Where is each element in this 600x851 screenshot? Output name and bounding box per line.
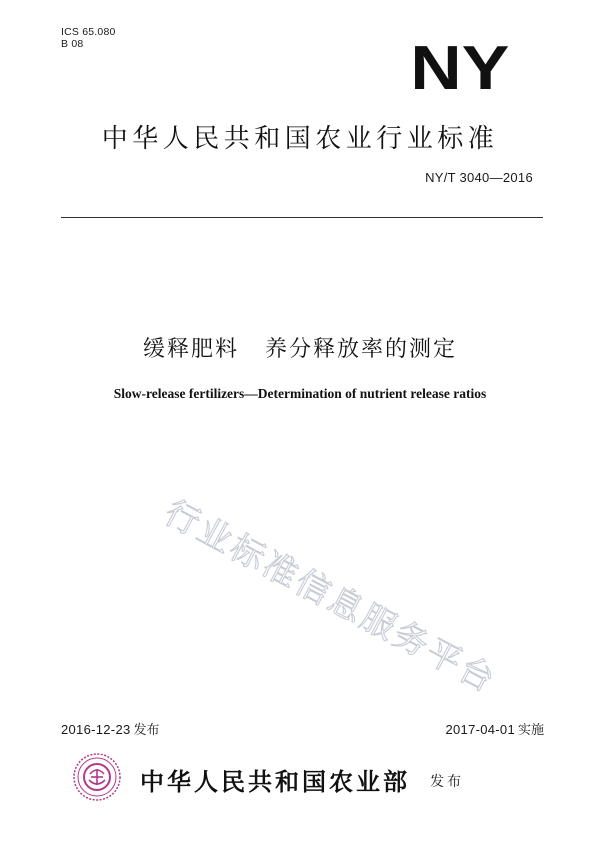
implementation-date <box>445 719 544 738</box>
header-divider <box>61 217 543 218</box>
issuing-authority: 中华人民共和国农业部 <box>140 768 410 796</box>
classification-codes <box>61 26 116 50</box>
ccs-code: B 08 <box>61 38 84 50</box>
standard-prefix: NY/T <box>425 170 456 185</box>
implementation-date-label: 实施 <box>517 723 544 738</box>
page-title: 中华人民共和国农业行业标准 <box>101 124 499 154</box>
document-title-en: Slow-release fertilizers—Determination of nutrient release ratios <box>113 386 487 401</box>
ministry-seal-icon <box>72 752 122 802</box>
watermark-text: 行业标准信息服务平台 <box>157 492 504 702</box>
ny-logo-text: NY <box>410 36 510 96</box>
standard-code: 3040—2016 <box>459 170 533 185</box>
issue-date-value: 2016-12-23 <box>61 722 131 737</box>
title-cn-part-1: 缓释肥料 <box>142 337 239 362</box>
ny-logo <box>400 36 520 96</box>
implementation-date-value: 2017-04-01 <box>445 722 515 737</box>
title-cn-part-2: 养分释放率的测定 <box>265 337 458 362</box>
ics-code: ICS 65.080 <box>61 26 116 38</box>
issue-date-label: 发布 <box>133 723 160 738</box>
document-title-cn <box>0 332 600 363</box>
issuing-authority-label: 发布 <box>430 774 464 790</box>
standard-number <box>425 170 533 186</box>
issue-date <box>61 719 160 738</box>
